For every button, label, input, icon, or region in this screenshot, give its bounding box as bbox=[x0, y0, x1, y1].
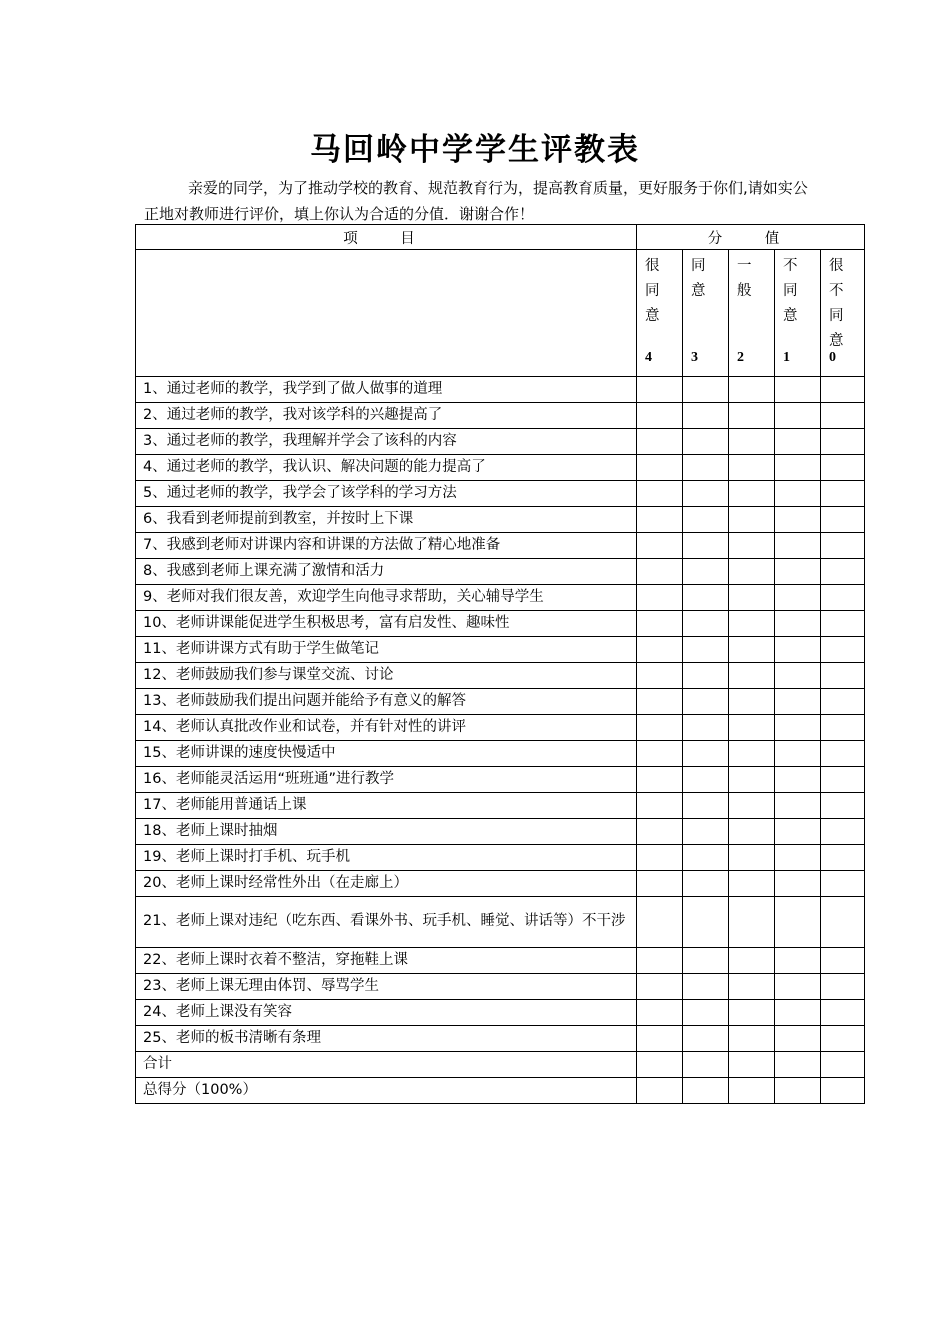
score-cell[interactable] bbox=[775, 377, 821, 403]
score-cell[interactable] bbox=[775, 481, 821, 507]
score-column-value: 2 bbox=[737, 350, 744, 365]
score-cell[interactable] bbox=[637, 559, 683, 585]
score-cell[interactable] bbox=[683, 481, 729, 507]
item-text: 总得分（100%） bbox=[136, 1078, 637, 1104]
score-cell[interactable] bbox=[775, 897, 821, 948]
score-cell[interactable] bbox=[637, 715, 683, 741]
score-cell[interactable] bbox=[729, 793, 775, 819]
score-cell[interactable] bbox=[821, 637, 865, 663]
item-text: 16、老师能灵活运用“班班通”进行教学 bbox=[136, 767, 637, 793]
score-cell[interactable] bbox=[729, 481, 775, 507]
score-cell[interactable] bbox=[683, 793, 729, 819]
score-cell[interactable] bbox=[729, 1026, 775, 1052]
table-row bbox=[136, 533, 865, 559]
score-cell[interactable] bbox=[683, 637, 729, 663]
score-column-header bbox=[637, 250, 683, 377]
score-cell[interactable] bbox=[683, 1000, 729, 1026]
score-cell[interactable] bbox=[821, 1078, 865, 1104]
score-cell[interactable] bbox=[683, 377, 729, 403]
score-cell[interactable] bbox=[637, 1000, 683, 1026]
item-text: 3、通过老师的教学，我理解并学会了该科的内容 bbox=[136, 429, 637, 455]
score-cell[interactable] bbox=[821, 455, 865, 481]
score-cell[interactable] bbox=[775, 1026, 821, 1052]
score-column-value: 3 bbox=[691, 350, 698, 365]
table-row bbox=[136, 481, 865, 507]
score-cell[interactable] bbox=[729, 533, 775, 559]
score-cell[interactable] bbox=[775, 819, 821, 845]
score-cell[interactable] bbox=[683, 611, 729, 637]
score-column-header bbox=[683, 250, 729, 377]
score-cell[interactable] bbox=[729, 377, 775, 403]
score-cell[interactable] bbox=[821, 897, 865, 948]
score-cell[interactable] bbox=[821, 793, 865, 819]
score-cell[interactable] bbox=[775, 793, 821, 819]
item-text: 20、老师上课时经常性外出（在走廊上） bbox=[136, 871, 637, 897]
score-cell[interactable] bbox=[637, 637, 683, 663]
score-cell[interactable] bbox=[637, 481, 683, 507]
score-cell[interactable] bbox=[775, 871, 821, 897]
score-cell[interactable] bbox=[729, 948, 775, 974]
score-cell[interactable] bbox=[821, 507, 865, 533]
score-cell[interactable] bbox=[729, 1000, 775, 1026]
table-row bbox=[136, 845, 865, 871]
item-text: 4、通过老师的教学，我认识、解决问题的能力提高了 bbox=[136, 455, 637, 481]
score-cell[interactable] bbox=[729, 611, 775, 637]
score-cell[interactable] bbox=[775, 403, 821, 429]
item-text: 15、老师讲课的速度快慢适中 bbox=[136, 741, 637, 767]
table-row bbox=[136, 559, 865, 585]
score-cell[interactable] bbox=[637, 585, 683, 611]
score-cell[interactable] bbox=[775, 429, 821, 455]
score-cell[interactable] bbox=[637, 663, 683, 689]
item-text: 19、老师上课时打手机、玩手机 bbox=[136, 845, 637, 871]
table-row bbox=[136, 793, 865, 819]
score-cell[interactable] bbox=[729, 403, 775, 429]
score-column-value: 0 bbox=[829, 350, 836, 365]
score-cell[interactable] bbox=[775, 1000, 821, 1026]
score-cell[interactable] bbox=[683, 741, 729, 767]
score-cell[interactable] bbox=[637, 948, 683, 974]
score-cell[interactable] bbox=[775, 741, 821, 767]
score-column-header bbox=[775, 250, 821, 377]
item-text: 17、老师能用普通话上课 bbox=[136, 793, 637, 819]
score-cell[interactable] bbox=[729, 715, 775, 741]
score-cell[interactable] bbox=[683, 948, 729, 974]
score-cell[interactable] bbox=[729, 663, 775, 689]
score-cell[interactable] bbox=[637, 741, 683, 767]
score-cell[interactable] bbox=[775, 715, 821, 741]
score-cell[interactable] bbox=[637, 767, 683, 793]
item-text: 13、老师鼓励我们提出问题并能给予有意义的解答 bbox=[136, 689, 637, 715]
score-cell[interactable] bbox=[775, 1052, 821, 1078]
score-cell[interactable] bbox=[637, 377, 683, 403]
score-cell[interactable] bbox=[683, 559, 729, 585]
item-text: 8、我感到老师上课充满了激情和活力 bbox=[136, 559, 637, 585]
score-cell[interactable] bbox=[821, 948, 865, 974]
score-column-header bbox=[821, 250, 865, 377]
score-cell[interactable] bbox=[775, 455, 821, 481]
score-cell[interactable] bbox=[683, 533, 729, 559]
score-cell[interactable] bbox=[637, 455, 683, 481]
score-cell[interactable] bbox=[775, 611, 821, 637]
score-cell[interactable] bbox=[729, 637, 775, 663]
score-cell[interactable] bbox=[637, 793, 683, 819]
score-cell[interactable] bbox=[683, 1078, 729, 1104]
score-cell[interactable] bbox=[729, 455, 775, 481]
score-cell[interactable] bbox=[821, 663, 865, 689]
score-cell[interactable] bbox=[683, 689, 729, 715]
score-cell[interactable] bbox=[729, 559, 775, 585]
score-cell[interactable] bbox=[729, 974, 775, 1000]
score-cell[interactable] bbox=[637, 871, 683, 897]
item-text: 12、老师鼓励我们参与课堂交流、讨论 bbox=[136, 663, 637, 689]
score-cell[interactable] bbox=[821, 845, 865, 871]
score-cell[interactable] bbox=[683, 507, 729, 533]
table-row bbox=[136, 455, 865, 481]
score-cell[interactable] bbox=[683, 429, 729, 455]
table-row bbox=[136, 1000, 865, 1026]
header-score: 分 值 bbox=[637, 225, 865, 250]
score-column-label: 很不同意 bbox=[829, 258, 844, 349]
evaluation-table bbox=[135, 224, 865, 1104]
score-cell[interactable] bbox=[729, 741, 775, 767]
score-cell[interactable] bbox=[821, 715, 865, 741]
score-cell[interactable] bbox=[637, 533, 683, 559]
score-cell[interactable] bbox=[821, 1052, 865, 1078]
table-row bbox=[136, 1026, 865, 1052]
table-row bbox=[136, 689, 865, 715]
score-column-label: 同意 bbox=[691, 258, 706, 299]
score-cell[interactable] bbox=[683, 403, 729, 429]
table-row bbox=[136, 663, 865, 689]
score-cell[interactable] bbox=[683, 845, 729, 871]
score-cell[interactable] bbox=[821, 533, 865, 559]
score-scale-blank bbox=[136, 250, 637, 377]
item-text: 24、老师上课没有笑容 bbox=[136, 1000, 637, 1026]
item-text: 18、老师上课时抽烟 bbox=[136, 819, 637, 845]
score-column-label: 一般 bbox=[737, 258, 752, 299]
table-row bbox=[136, 948, 865, 974]
score-cell[interactable] bbox=[821, 767, 865, 793]
score-cell[interactable] bbox=[637, 1026, 683, 1052]
score-cell[interactable] bbox=[821, 559, 865, 585]
table-row bbox=[136, 429, 865, 455]
score-column-label: 很同意 bbox=[645, 258, 660, 324]
item-text: 1、通过老师的教学，我学到了做人做事的道理 bbox=[136, 377, 637, 403]
table-row bbox=[136, 507, 865, 533]
score-cell[interactable] bbox=[775, 1078, 821, 1104]
score-cell[interactable] bbox=[775, 689, 821, 715]
table-row bbox=[136, 1052, 865, 1078]
score-cell[interactable] bbox=[821, 689, 865, 715]
item-text: 25、老师的板书清晰有条理 bbox=[136, 1026, 637, 1052]
table-row bbox=[136, 715, 865, 741]
score-cell[interactable] bbox=[637, 507, 683, 533]
score-cell[interactable] bbox=[683, 663, 729, 689]
score-cell[interactable] bbox=[821, 481, 865, 507]
score-cell[interactable] bbox=[683, 897, 729, 948]
score-cell[interactable] bbox=[775, 533, 821, 559]
table-row bbox=[136, 741, 865, 767]
score-cell[interactable] bbox=[821, 871, 865, 897]
score-cell[interactable] bbox=[821, 974, 865, 1000]
score-cell[interactable] bbox=[775, 637, 821, 663]
item-text: 合计 bbox=[136, 1052, 637, 1078]
score-cell[interactable] bbox=[729, 689, 775, 715]
item-text: 11、老师讲课方式有助于学生做笔记 bbox=[136, 637, 637, 663]
score-cell[interactable] bbox=[821, 611, 865, 637]
score-cell[interactable] bbox=[821, 741, 865, 767]
score-cell[interactable] bbox=[775, 559, 821, 585]
item-text: 9、老师对我们很友善，欢迎学生向他寻求帮助，关心辅导学生 bbox=[136, 585, 637, 611]
score-cell[interactable] bbox=[729, 819, 775, 845]
table-row bbox=[136, 897, 865, 948]
score-column-label: 不同意 bbox=[783, 258, 798, 324]
score-cell[interactable] bbox=[637, 1078, 683, 1104]
score-column-value: 1 bbox=[783, 350, 790, 365]
score-cell[interactable] bbox=[775, 585, 821, 611]
item-text: 23、老师上课无理由体罚、辱骂学生 bbox=[136, 974, 637, 1000]
table-row bbox=[136, 377, 865, 403]
score-cell[interactable] bbox=[637, 845, 683, 871]
score-cell[interactable] bbox=[775, 767, 821, 793]
score-scale-row bbox=[136, 250, 865, 377]
item-text: 5、通过老师的教学，我学会了该学科的学习方法 bbox=[136, 481, 637, 507]
table-header-row bbox=[136, 225, 865, 250]
score-cell[interactable] bbox=[637, 403, 683, 429]
item-text: 22、老师上课时衣着不整洁，穿拖鞋上课 bbox=[136, 948, 637, 974]
table-row bbox=[136, 767, 865, 793]
score-cell[interactable] bbox=[729, 1078, 775, 1104]
score-cell[interactable] bbox=[683, 455, 729, 481]
header-item: 项 目 bbox=[136, 225, 637, 250]
score-cell[interactable] bbox=[683, 871, 729, 897]
table-row bbox=[136, 403, 865, 429]
score-cell[interactable] bbox=[775, 948, 821, 974]
score-cell[interactable] bbox=[637, 611, 683, 637]
score-cell[interactable] bbox=[637, 897, 683, 948]
score-cell[interactable] bbox=[821, 1000, 865, 1026]
score-cell[interactable] bbox=[683, 585, 729, 611]
score-cell[interactable] bbox=[821, 1026, 865, 1052]
score-cell[interactable] bbox=[729, 845, 775, 871]
score-cell[interactable] bbox=[637, 689, 683, 715]
item-text: 14、老师认真批改作业和试卷，并有针对性的讲评 bbox=[136, 715, 637, 741]
score-cell[interactable] bbox=[775, 845, 821, 871]
item-text: 7、我感到老师对讲课内容和讲课的方法做了精心地准备 bbox=[136, 533, 637, 559]
score-cell[interactable] bbox=[775, 974, 821, 1000]
score-cell[interactable] bbox=[729, 585, 775, 611]
score-cell[interactable] bbox=[683, 1026, 729, 1052]
score-cell[interactable] bbox=[821, 377, 865, 403]
item-text: 21、老师上课对违纪（吃东西、看课外书、玩手机、睡觉、讲话等）不干涉 bbox=[136, 897, 637, 948]
table-row bbox=[136, 611, 865, 637]
score-cell[interactable] bbox=[775, 663, 821, 689]
score-cell[interactable] bbox=[729, 871, 775, 897]
table-row bbox=[136, 974, 865, 1000]
table-row bbox=[136, 1078, 865, 1104]
score-cell[interactable] bbox=[683, 715, 729, 741]
score-cell[interactable] bbox=[729, 897, 775, 948]
table-row bbox=[136, 871, 865, 897]
score-cell[interactable] bbox=[729, 429, 775, 455]
score-cell[interactable] bbox=[821, 819, 865, 845]
intro-paragraph: 亲爱的同学，为了推动学校的教育、规范教育行为，提高教育质量，更好服务于你们,请如实公正地对教师进行评价，填上你认为合适的分值．谢谢合作！ bbox=[144, 179, 808, 223]
score-cell[interactable] bbox=[729, 767, 775, 793]
score-cell[interactable] bbox=[637, 1052, 683, 1078]
score-cell[interactable] bbox=[729, 1052, 775, 1078]
score-cell[interactable] bbox=[683, 767, 729, 793]
score-cell[interactable] bbox=[821, 585, 865, 611]
score-cell[interactable] bbox=[775, 507, 821, 533]
score-cell[interactable] bbox=[637, 429, 683, 455]
table-row bbox=[136, 585, 865, 611]
score-cell[interactable] bbox=[637, 819, 683, 845]
score-cell[interactable] bbox=[637, 974, 683, 1000]
item-text: 10、老师讲课能促进学生积极思考，富有启发性、趣味性 bbox=[136, 611, 637, 637]
score-column-value: 4 bbox=[645, 350, 652, 365]
score-column-header bbox=[729, 250, 775, 377]
score-cell[interactable] bbox=[683, 819, 729, 845]
item-text: 6、我看到老师提前到教室，并按时上下课 bbox=[136, 507, 637, 533]
page-title: 马回岭中学学生评教表 bbox=[310, 132, 640, 168]
table-row bbox=[136, 819, 865, 845]
score-cell[interactable] bbox=[821, 429, 865, 455]
score-cell[interactable] bbox=[729, 507, 775, 533]
score-cell[interactable] bbox=[683, 1052, 729, 1078]
item-text: 2、通过老师的教学，我对该学科的兴趣提高了 bbox=[136, 403, 637, 429]
score-cell[interactable] bbox=[683, 974, 729, 1000]
table-row bbox=[136, 637, 865, 663]
score-cell[interactable] bbox=[821, 403, 865, 429]
